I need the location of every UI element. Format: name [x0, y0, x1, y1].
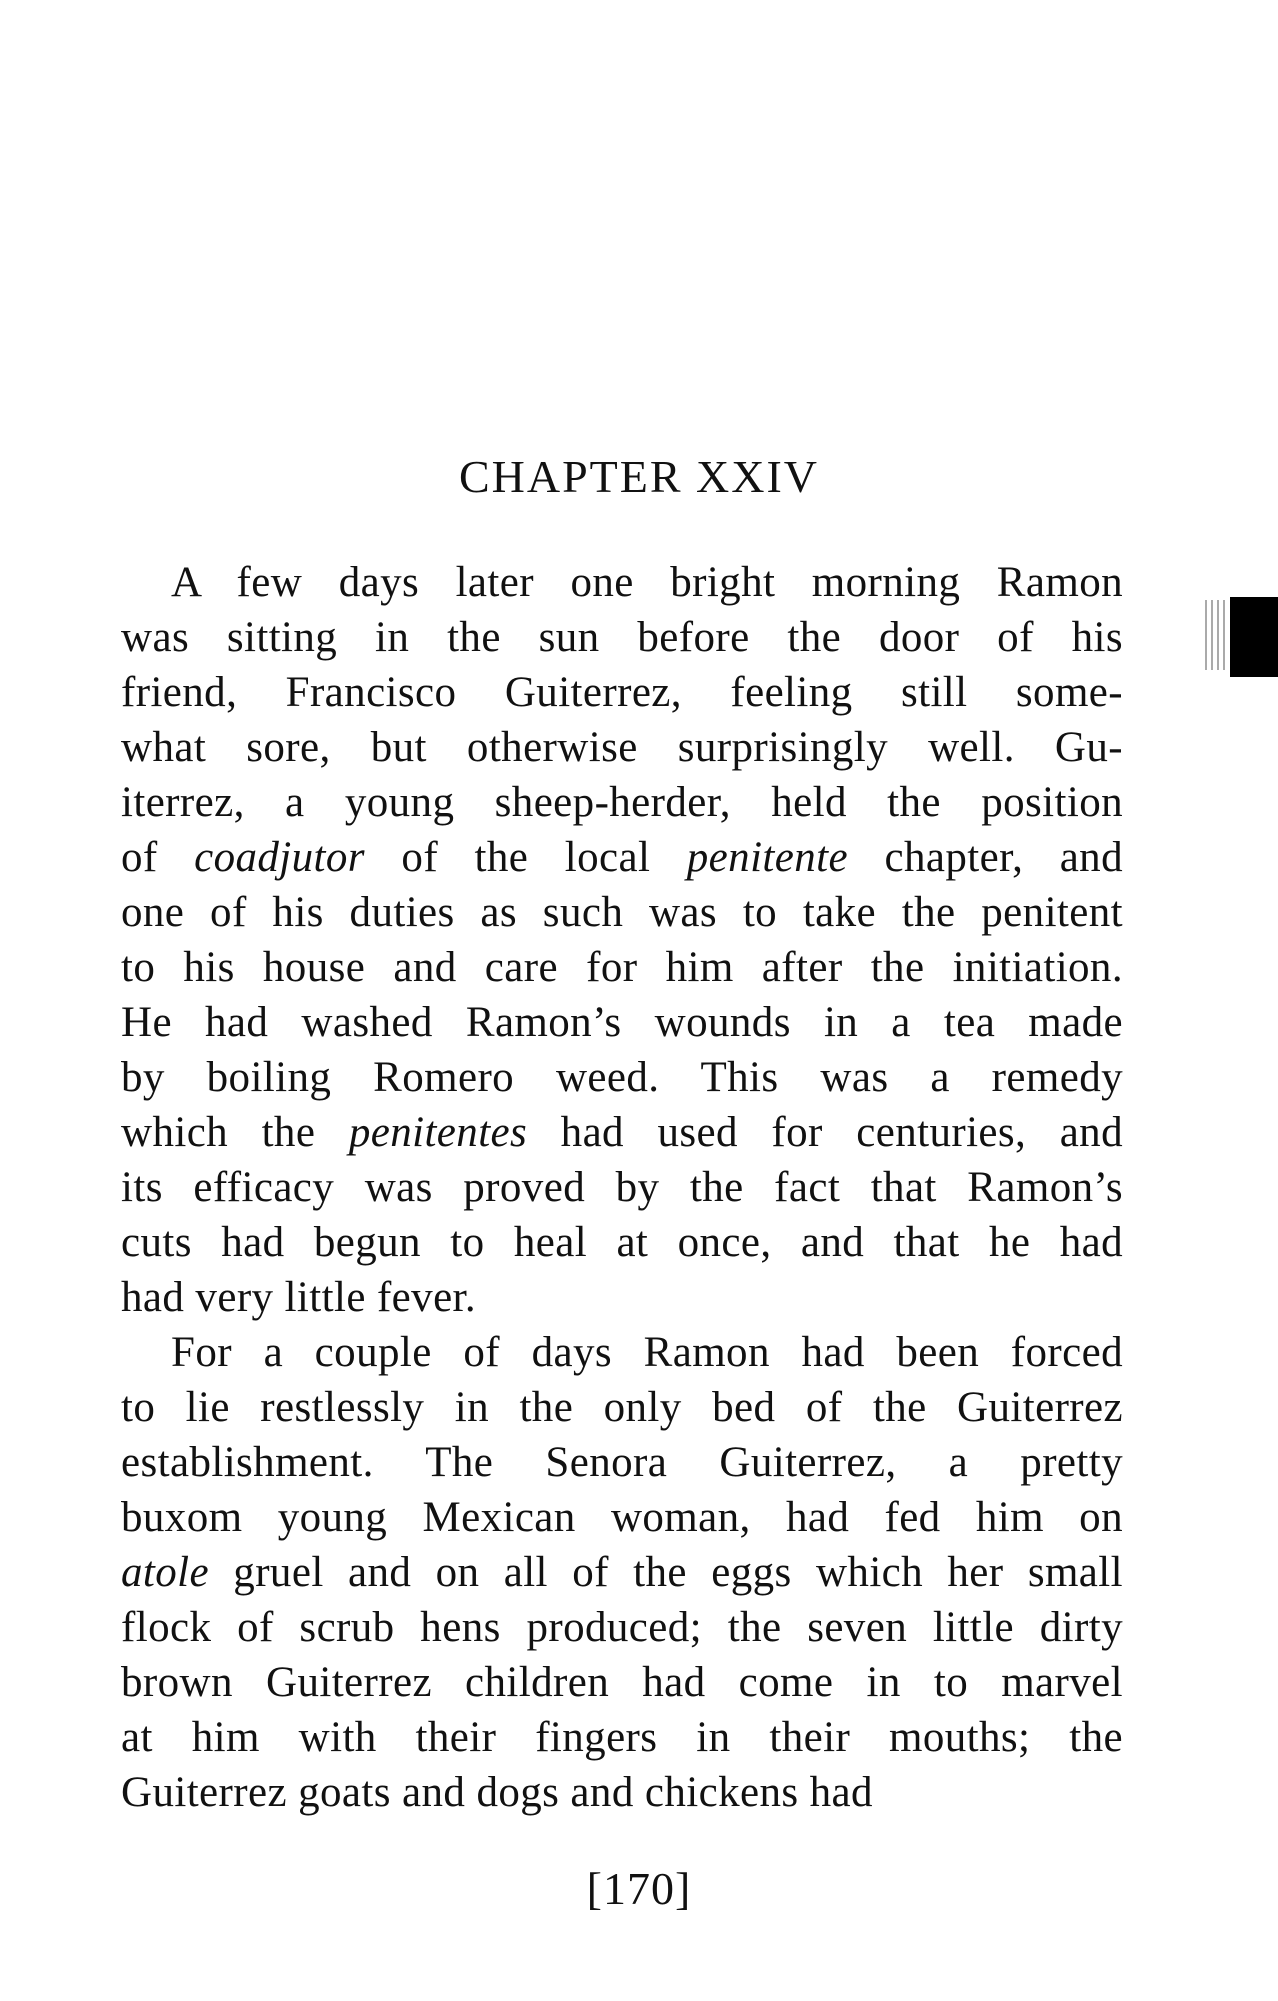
- text-line: [121, 1545, 1123, 1600]
- text-line: [121, 1215, 1123, 1270]
- text-line: [121, 1160, 1123, 1215]
- italic-term: atole: [121, 1549, 209, 1596]
- line-text: to his house and care for him after the initiation.: [121, 944, 1123, 991]
- text-line: [121, 1435, 1123, 1490]
- scan-speckle: [1205, 600, 1229, 670]
- line-text: was sitting in the sun before the door of his: [121, 614, 1123, 661]
- line-text: flock of scrub hens produced; the seven little dirty: [121, 1604, 1123, 1651]
- scan-edge-mark: [1230, 597, 1278, 677]
- line-text: buxom young Mexican woman, had fed him on: [121, 1494, 1123, 1541]
- line-text: friend, Francisco Guiterrez, feeling still some-: [121, 669, 1123, 716]
- text-line: [121, 665, 1123, 720]
- line-text: gruel and on all of the eggs which her small: [208, 1549, 1123, 1596]
- chapter-title: CHAPTER XXIV: [458, 451, 820, 502]
- text-line: [121, 830, 1123, 885]
- italic-term: coadjutor: [194, 834, 365, 881]
- line-text: of: [121, 834, 195, 881]
- italic-term: penitentes: [348, 1109, 528, 1156]
- italic-term: penitente: [686, 834, 848, 881]
- line-text: which the: [121, 1109, 349, 1156]
- text-line: [121, 1490, 1123, 1545]
- line-text: had used for centuries, and: [527, 1109, 1123, 1156]
- text-line: [121, 1600, 1123, 1655]
- text-line: [121, 1655, 1123, 1710]
- text-line: [121, 1380, 1123, 1435]
- line-text: had very little fever.: [121, 1274, 477, 1321]
- line-text: of the local: [364, 834, 687, 881]
- line-text: iterrez, a young sheep-herder, held the position: [121, 779, 1123, 826]
- text-line: [121, 1270, 1123, 1325]
- line-text: A few days later one bright morning Ramon: [171, 559, 1123, 606]
- line-text: For a couple of days Ramon had been forced: [171, 1329, 1123, 1376]
- line-text: establishment. The Senora Guiterrez, a pretty: [121, 1439, 1123, 1486]
- paragraph: [121, 555, 1123, 1325]
- line-text: to lie restlessly in the only bed of the Guiterrez: [121, 1384, 1123, 1431]
- line-text: brown Guiterrez children had come in to marvel: [121, 1659, 1123, 1706]
- text-line: [121, 1325, 1123, 1380]
- line-text: He had washed Ramon’s wounds in a tea made: [121, 999, 1123, 1046]
- line-text: what sore, but otherwise surprisingly well. Gu-: [121, 724, 1123, 771]
- text-line: [121, 775, 1123, 830]
- text-line: [121, 1710, 1123, 1765]
- text-line: [121, 940, 1123, 995]
- line-text: one of his duties as such was to take the penitent: [121, 889, 1123, 936]
- line-text: its efficacy was proved by the fact that Ramon’s: [121, 1164, 1123, 1211]
- text-line: [121, 885, 1123, 940]
- text-line: [121, 1105, 1123, 1160]
- text-line: [121, 995, 1123, 1050]
- text-line: [121, 1765, 1123, 1820]
- text-line: [121, 610, 1123, 665]
- line-text: Guiterrez goats and dogs and chickens had: [121, 1769, 873, 1816]
- line-text: chapter, and: [847, 834, 1123, 881]
- page-number: [170]: [586, 1863, 692, 1914]
- line-text: cuts had begun to heal at once, and that he had: [121, 1219, 1123, 1266]
- paragraph: [121, 1325, 1123, 1820]
- text-line: [121, 555, 1123, 610]
- text-line: [121, 1050, 1123, 1105]
- chapter-body: [121, 555, 1123, 1820]
- line-text: at him with their fingers in their mouths; the: [121, 1714, 1123, 1761]
- text-line: [121, 720, 1123, 775]
- line-text: by boiling Romero weed. This was a remedy: [121, 1054, 1123, 1101]
